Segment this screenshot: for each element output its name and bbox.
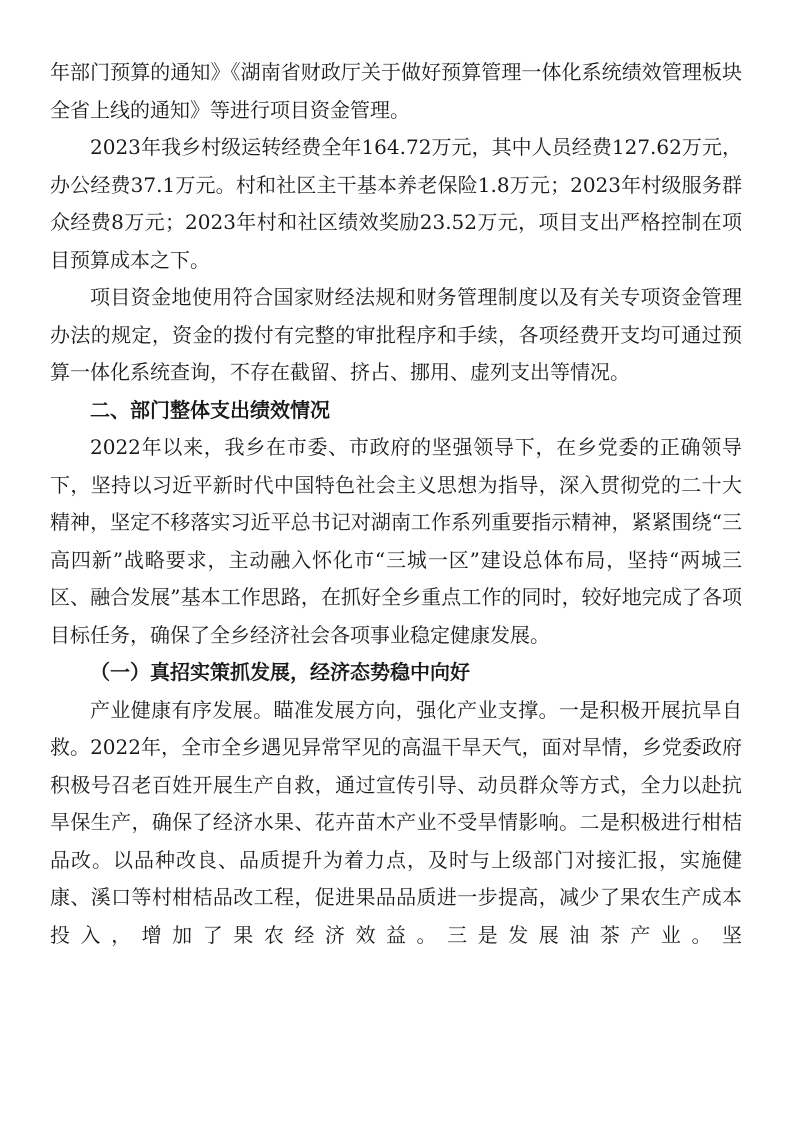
section-heading: 二、部门整体支出绩效情况: [90, 397, 330, 422]
paragraph-continued: 年部门预算的通知》《湖南省财政厅关于做好预算管理一体化系统绩效管理板块全省上线的通知》等进行项目资金管理。: [50, 60, 742, 122]
subsection-heading: （一）真招实策抓发展，经济态势稳中向好: [90, 660, 470, 684]
paragraph-village-funds: 2023年我乡村级运转经费全年164.72万元，其中人员经费127.62万元，办公经费37.1万元。村和社区主干基本养老保险1.8万元；2023年村级服务群众经费8万元；2023年村和社区绩效奖励23.52万元，项目支出严格控制在项目预算成本之下。: [50, 135, 742, 272]
paragraph-industry-development: 产业健康有序发展。瞄准发展方向，强化产业支撑。一是积极开展抗旱自救。2022年，全市全乡遇见异常罕见的高温干旱天气，面对旱情，乡党委政府积极号召老百姓开展生产自救，通过宣传引导、动员群众等方式，全力以赴抗旱保生产，确保了经济水果、花卉苗木产业不受旱情影响。二是积极进行柑桔品改。以品种改良、品质提升为着力点，及时与上级部门对接汇报，实施健康、溪口等村柑桔品改工程，促进果品品质进一步提高，减少了果农生产成本投入，增加了果农经济效益。三是发展油茶产业。坚: [50, 697, 742, 947]
paragraph-fund-usage: 项目资金地使用符合国家财经法规和财务管理制度以及有关专项资金管理办法的规定，资金的拨付有完整的审批程序和手续，各项经费开支均可通过预算一体化系统查询，不存在截留、挤占、挪用、虚列支出等情况。: [50, 285, 742, 384]
document-body: [50, 54, 742, 954]
paragraph-overall-performance: 2022年以来，我乡在市委、市政府的坚强领导下，在乡党委的正确领导下，坚持以习近平新时代中国特色社会主义思想为指导，深入贯彻党的二十大精神，坚定不移落实习近平总书记对湖南工作系列重要指示精神，紧紧围绕“三高四新”战略要求，主动融入怀化市“三城一区”建设总体布局，坚持“两城三区、融合发展”基本工作思路，在抓好全乡重点工作的同时，较好地完成了各项目标任务，确保了全乡经济社会各项事业稳定健康发展。: [50, 435, 742, 647]
